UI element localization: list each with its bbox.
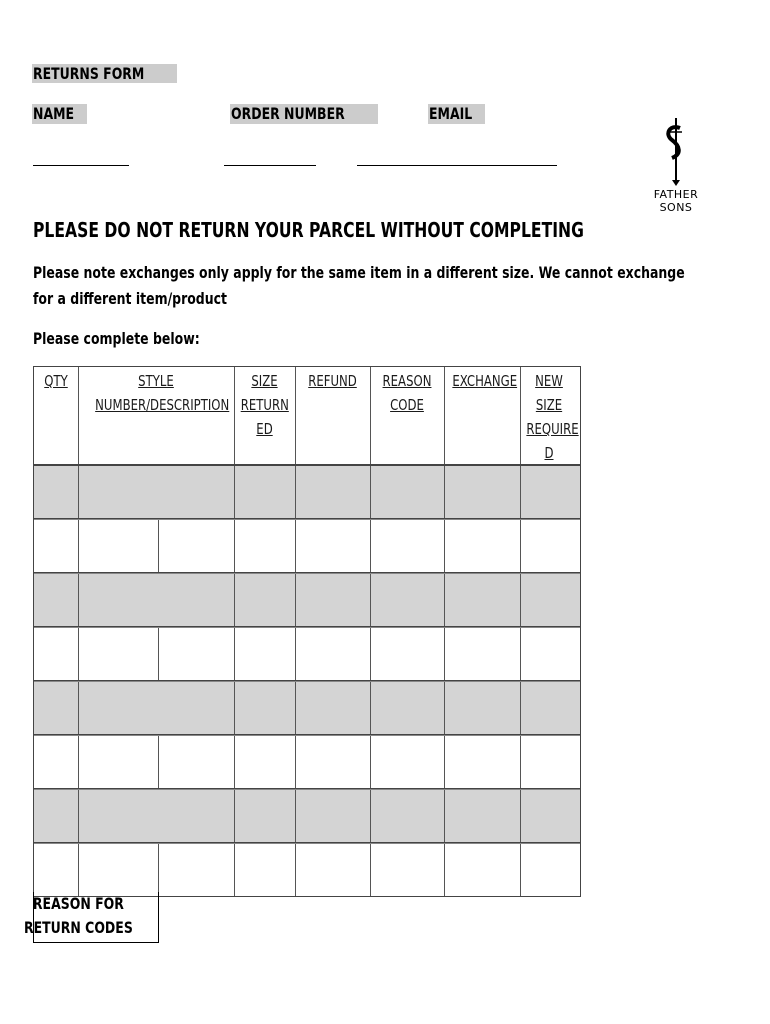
table-cell[interactable]: [234, 790, 296, 842]
table-cell[interactable]: [78, 790, 235, 842]
email-label: EMAIL: [428, 104, 485, 124]
header-refund: REFUND: [308, 372, 357, 390]
table-cell[interactable]: [520, 628, 578, 680]
table-cell[interactable]: [295, 466, 371, 518]
table-cell[interactable]: [295, 628, 371, 680]
table-cell[interactable]: [78, 628, 159, 680]
table-cell[interactable]: [78, 682, 235, 734]
table-row: [34, 843, 580, 897]
table-cell[interactable]: [520, 574, 578, 626]
table-cell[interactable]: [444, 736, 521, 788]
table-cell[interactable]: [78, 844, 159, 896]
header-exchange: EXCHANGE: [452, 372, 518, 390]
table-cell[interactable]: [520, 682, 578, 734]
table-row: [34, 627, 580, 681]
table-cell[interactable]: [34, 682, 79, 734]
table-cell[interactable]: [34, 466, 79, 518]
table-cell[interactable]: [34, 844, 79, 896]
table-cell[interactable]: [158, 628, 235, 680]
table-row: [34, 735, 580, 789]
table-cell[interactable]: [520, 466, 578, 518]
table-cell[interactable]: [444, 574, 521, 626]
table-cell[interactable]: [234, 682, 296, 734]
table-cell[interactable]: [34, 574, 79, 626]
table-cell[interactable]: [234, 736, 296, 788]
table-cell[interactable]: [444, 628, 521, 680]
table-cell[interactable]: [370, 790, 445, 842]
table-cell[interactable]: [295, 520, 371, 572]
table-row: [34, 466, 580, 519]
table-cell[interactable]: [158, 844, 235, 896]
table-cell[interactable]: [295, 844, 371, 896]
table-body: [34, 466, 580, 897]
table-cell[interactable]: [444, 790, 521, 842]
order-number-field-line[interactable]: [224, 165, 316, 166]
table-cell[interactable]: [444, 844, 521, 896]
warning-heading: PLEASE DO NOT RETURN YOUR PARCEL WITHOUT COMPLETING: [33, 218, 584, 242]
table-cell[interactable]: [34, 628, 79, 680]
table-row: [34, 519, 580, 573]
header-new-size: NEW SIZE REQUIRE D: [526, 372, 579, 462]
name-label: NAME: [32, 104, 87, 124]
table-cell[interactable]: [34, 520, 79, 572]
table-cell[interactable]: [295, 790, 371, 842]
table-cell[interactable]: [78, 736, 159, 788]
table-row: [34, 573, 580, 627]
table-header-row: [34, 367, 580, 466]
table-cell[interactable]: [234, 520, 296, 572]
table-cell[interactable]: [78, 574, 235, 626]
header-reason-code: REASON CODE: [382, 372, 432, 414]
brand-logo: [636, 114, 716, 214]
table-cell[interactable]: [520, 520, 578, 572]
table-cell[interactable]: [78, 466, 235, 518]
table-cell[interactable]: [295, 574, 371, 626]
order-number-label: ORDER NUMBER: [230, 104, 378, 124]
complete-below-label: Please complete below:: [33, 329, 200, 348]
table-cell[interactable]: [370, 682, 445, 734]
header-qty: QTY: [44, 372, 68, 390]
reason-codes-box: REASON FOR RETURN CODES: [33, 892, 159, 943]
table-cell[interactable]: [234, 574, 296, 626]
table-cell[interactable]: [520, 790, 578, 842]
name-field-line[interactable]: [33, 165, 129, 166]
table-cell[interactable]: [158, 736, 235, 788]
email-field-line[interactable]: [357, 165, 557, 166]
table-cell[interactable]: [234, 844, 296, 896]
brand-logo-text: FATHER SONS: [653, 188, 699, 214]
header-style: STYLE NUMBER/DESCRIPTION: [95, 372, 230, 414]
table-cell[interactable]: [34, 790, 79, 842]
table-cell[interactable]: [370, 574, 445, 626]
table-cell[interactable]: [444, 682, 521, 734]
table-cell[interactable]: [370, 844, 445, 896]
returns-table: [33, 366, 581, 897]
table-cell[interactable]: [295, 682, 371, 734]
exchange-note: Please note exchanges only apply for the same item in a different size. We cannot exchange for a different item/product: [33, 263, 685, 308]
table-cell[interactable]: [234, 466, 296, 518]
table-row: [34, 789, 580, 843]
table-cell[interactable]: [520, 844, 578, 896]
table-cell[interactable]: [34, 736, 79, 788]
table-cell[interactable]: [370, 736, 445, 788]
table-cell[interactable]: [295, 736, 371, 788]
header-size-returned: SIZE RETURN ED: [240, 372, 289, 438]
table-cell[interactable]: [520, 736, 578, 788]
table-cell[interactable]: [370, 628, 445, 680]
table-cell[interactable]: [78, 520, 159, 572]
table-cell[interactable]: [234, 628, 296, 680]
table-cell[interactable]: [158, 520, 235, 572]
table-cell[interactable]: [370, 520, 445, 572]
table-row: [34, 681, 580, 735]
form-title: RETURNS FORM: [32, 64, 177, 84]
table-cell[interactable]: [370, 466, 445, 518]
table-cell[interactable]: [444, 466, 521, 518]
brand-logo-icon: [636, 114, 716, 186]
table-cell[interactable]: [444, 520, 521, 572]
